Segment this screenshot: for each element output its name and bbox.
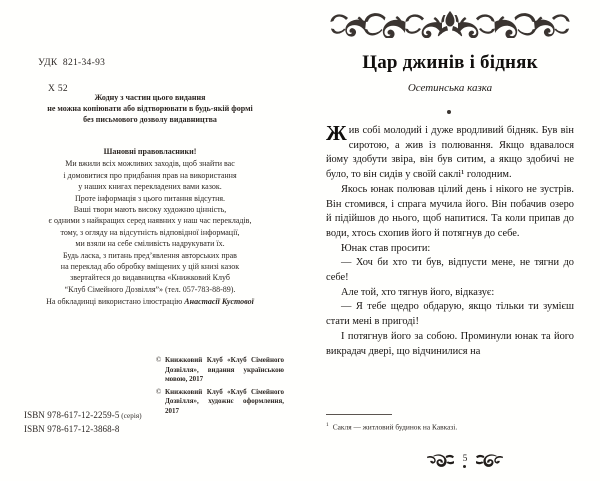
story-paragraph — [326, 121, 574, 183]
story-paragraph: — Хоч би хто ти був, відпусти мене, не тягни до себе! — [326, 257, 574, 284]
disclaimer-line: Жодну з частин цього видання — [94, 93, 206, 102]
isbn-series-number: ISBN 978-617-12-2259-5 — [24, 410, 120, 420]
copyright-entry — [156, 356, 284, 385]
copyright-symbol-icon: © — [156, 356, 162, 364]
footnote — [326, 414, 574, 432]
story-paragraph: І потягнув його за собою. Проминули юнак та його викрадач двері, що відчинилися на — [326, 330, 574, 357]
footnote-marker: 1 — [326, 422, 329, 428]
story-paragraph: Якось юнак полював цілий день і нікого не зустрів. Він стомився, і спрага мучила його. Він побачив озеро й підійшов до нього, щоб напитися. Та коли припав до води, хтось схопив його й потягнув до себе. — [326, 183, 574, 239]
rights-notice-line: Будь ласка, з питань пред’явлення авторських прав — [63, 250, 237, 260]
isbn-series-line — [24, 409, 142, 423]
rights-notice-line: ми взяли на себе сміливість надрукувати їх. — [75, 239, 225, 249]
footnote-text: Сакля — житловий будинок на Кавказі. — [332, 422, 458, 432]
copyright-entry-text: Книжковий Клуб «Клуб Сімейного Дозвілля», видання українською мовою, 2017 — [165, 356, 284, 384]
copyright-notices — [156, 356, 284, 420]
copyright-symbol-icon: © — [156, 387, 162, 396]
swirl-ornament-right-icon — [476, 453, 504, 467]
rights-notice-line: на переклад або обробку вміщених у цій книзі казок — [60, 262, 240, 272]
rights-notice-line: звертайтеся до видавництва «Книжковий Клуб — [70, 273, 230, 283]
disclaimer-line: без письмового дозволу видавництва — [83, 115, 217, 125]
story-title: Цар джинів і бідняк — [362, 52, 538, 73]
isbn-series-note: (серія) — [119, 412, 142, 420]
rights-notice-line: Ми вжили всіх можливих заходів, щоб знайти вас — [65, 159, 235, 169]
udk-line-2: Х 52 — [48, 84, 68, 94]
rights-notice-line: і домовитися про придбання прав на використання — [63, 170, 237, 180]
disclaimer-line: не можна копіювати або відтворювати в будь-якій формі — [47, 104, 253, 114]
rights-notice-line: тому, з огляду на відсутність відповідної інформації, — [60, 227, 240, 237]
isbn-block — [24, 409, 142, 435]
rights-holders-notice — [12, 146, 288, 295]
copy-restriction-notice — [18, 92, 282, 126]
copyright-entry-text: Книжковий Клуб «Клуб Сімейного Дозвілля», художнє оформлення, 2017 — [165, 387, 284, 415]
cover-credit-prefix: На обкладинці використано ілюстрацію — [46, 297, 185, 306]
cover-illustration-credit — [14, 296, 286, 307]
folio-dot-icon — [463, 465, 466, 468]
udk-line-1: УДК 821-34-93 — [38, 58, 106, 68]
rights-notice-line: є одними з найкращих серед наявних у наш час перекладів, — [48, 216, 252, 226]
story-paragraph: — Я тебе щедро обдарую, якщо тільки ти зумієш стати мені в пригоді! — [326, 301, 574, 328]
bullet-dot-icon — [447, 110, 451, 114]
footnote-divider — [326, 414, 392, 415]
story-body — [326, 121, 574, 359]
swirl-ornament-left-icon — [426, 453, 454, 467]
page-number: 5 — [462, 454, 468, 464]
cover-credit-artist: Анастасії Кустової — [184, 297, 254, 306]
drop-cap: Ж — [326, 121, 347, 145]
story-paragraph-text: ив собі молодий і дуже вродливий бідняк. Був він сиротою, а жив із полювання. Якщо вдавалося йому здобути звіра, він був ситим, а якщо здобичі не було, то він сидів у своїй саклі¹ голодним. — [326, 125, 574, 181]
page-folio — [400, 446, 530, 474]
isbn-book-line: ISBN 978-617-12-3868-8 — [24, 423, 120, 434]
rights-notice-title: Шановні правовласники! — [103, 147, 197, 156]
rights-notice-line: Ваші твори мають високу художню цінність, — [73, 205, 227, 215]
copyright-entry — [156, 388, 284, 417]
footnote-body — [326, 420, 574, 432]
rights-notice-line: Проте інформація з цього питання відсутня. — [74, 193, 226, 203]
rights-notice-line: “Клуб Сімейного Дозвілля”» (тел. 057-783-88-89). — [64, 284, 236, 294]
story-subtitle: Осетинська казка — [407, 82, 493, 94]
story-paragraph: Але той, хто тягнув його, відказує: — [341, 286, 495, 298]
rights-notice-line: у наших книгах перекладених вами казок. — [78, 182, 222, 192]
floral-scroll-ornament-icon — [322, 8, 578, 38]
story-paragraph: Юнак став просити: — [341, 242, 431, 254]
